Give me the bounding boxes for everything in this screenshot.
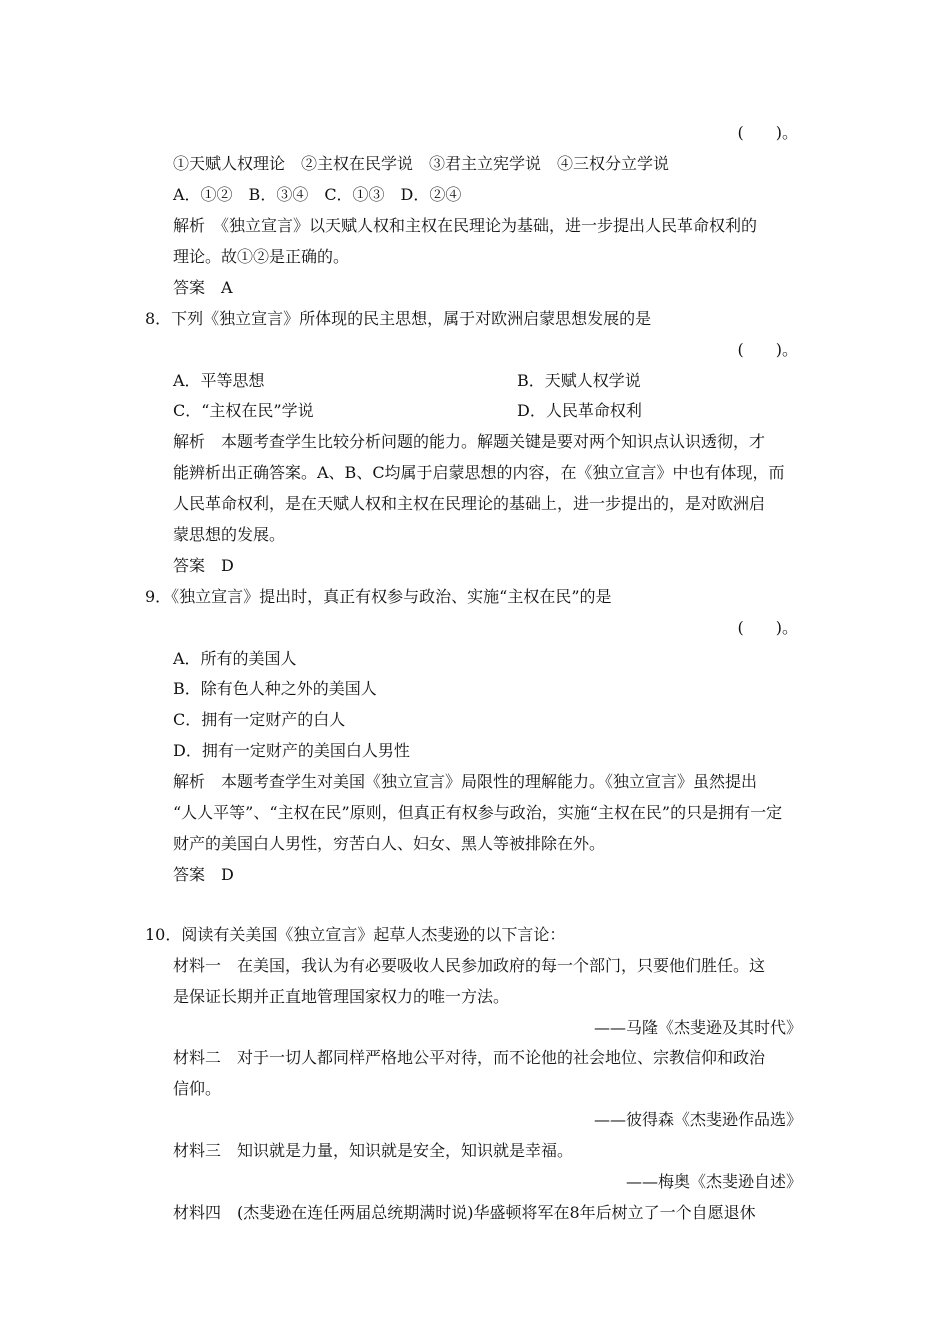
- q9-option-b: B．除有色人种之外的美国人: [173, 679, 377, 698]
- q10-material-4-line-1: 材料四 (杰斐逊在连任两届总统期满时说)华盛顿将军在8年后树立了一个自愿退休: [173, 1203, 756, 1222]
- q9-option-a: A．所有的美国人: [173, 649, 297, 668]
- q9-option-c: C．拥有一定财产的白人: [173, 710, 346, 729]
- q10-material-1-line-2: 是保证长期并正直地管理国家权力的唯一方法。: [173, 987, 510, 1006]
- q8-option-c: C．“主权在民”学说: [173, 401, 314, 420]
- q7-choices: A．①② B．③④ C．①③ D．②④: [173, 185, 462, 204]
- q9-analysis-line-3: 财产的美国白人男性，穷苦白人、妇女、黑人等被排除在外。: [173, 834, 606, 853]
- q9-analysis-line-1: 解析 本题考查学生对美国《独立宣言》局限性的理解能力。《独立宣言》虽然提出: [173, 772, 758, 791]
- q8-option-d: D．人民革命权利: [517, 401, 642, 420]
- q10-material-2-line-1: 材料二 对于一切人都同样严格地公平对待，而不论他的社会地位、宗教信仰和政治: [173, 1048, 766, 1067]
- q7-analysis-line-1: 解析 《独立宣言》以天赋人权和主权在民理论为基础，进一步提出人民革命权利的: [173, 216, 758, 235]
- q10-material-1-source: ——马隆《杰斐逊及其时代》: [593, 1018, 802, 1037]
- q9-analysis-line-2: “人人平等”、“主权在民”原则，但真正有权参与政治，实施“主权在民”的只是拥有一定: [173, 803, 783, 822]
- q10-material-3-source: ——梅奥《杰斐逊自述》: [625, 1172, 802, 1191]
- q10-material-1-line-1: 材料一 在美国，我认为有必要吸收人民参加政府的每一个部门，只要他们胜任。这: [173, 956, 766, 975]
- q8-bracket: ( )。: [737, 340, 798, 359]
- q9-stem: 9．《独立宣言》提出时，真正有权参与政治、实施“主权在民”的是: [145, 587, 612, 606]
- q9-bracket: ( )。: [737, 618, 798, 637]
- q7-analysis-line-2: 理论。故①②是正确的。: [173, 247, 350, 266]
- q8-analysis-line-4: 蒙思想的发展。: [173, 525, 286, 544]
- q10-material-2-source: ——彼得森《杰斐逊作品选》: [593, 1110, 802, 1129]
- q7-bracket: ( )。: [737, 123, 798, 142]
- q8-analysis-line-1: 解析 本题考查学生比较分析问题的能力。解题关键是要对两个知识点认识透彻，才: [173, 432, 766, 451]
- q8-stem: 8．下列《独立宣言》所体现的民主思想，属于对欧洲启蒙思想发展的是: [145, 309, 652, 328]
- q9-option-d: D．拥有一定财产的美国白人男性: [173, 741, 410, 760]
- q9-answer: 答案 D: [173, 865, 234, 884]
- q10-material-2-line-2: 信仰。: [173, 1079, 222, 1098]
- q10-material-3-line-1: 材料三 知识就是力量，知识就是安全，知识就是幸福。: [173, 1141, 574, 1160]
- q7-answer: 答案 A: [173, 278, 233, 297]
- q8-analysis-line-2: 能辨析出正确答案。A、B、C均属于启蒙思想的内容，在《独立宣言》中也有体现，而: [173, 463, 785, 482]
- q8-option-a: A．平等思想: [173, 371, 265, 390]
- q8-answer: 答案 D: [173, 556, 234, 575]
- q10-stem: 10．阅读有关美国《独立宣言》起草人杰斐逊的以下言论：: [145, 925, 566, 944]
- q8-option-b: B．天赋人权学说: [517, 371, 641, 390]
- q8-analysis-line-3: 人民革命权利，是在天赋人权和主权在民理论的基础上，进一步提出的，是对欧洲启: [173, 494, 766, 513]
- q7-options: ①天赋人权理论 ②主权在民学说 ③君主立宪学说 ④三权分立学说: [173, 154, 670, 173]
